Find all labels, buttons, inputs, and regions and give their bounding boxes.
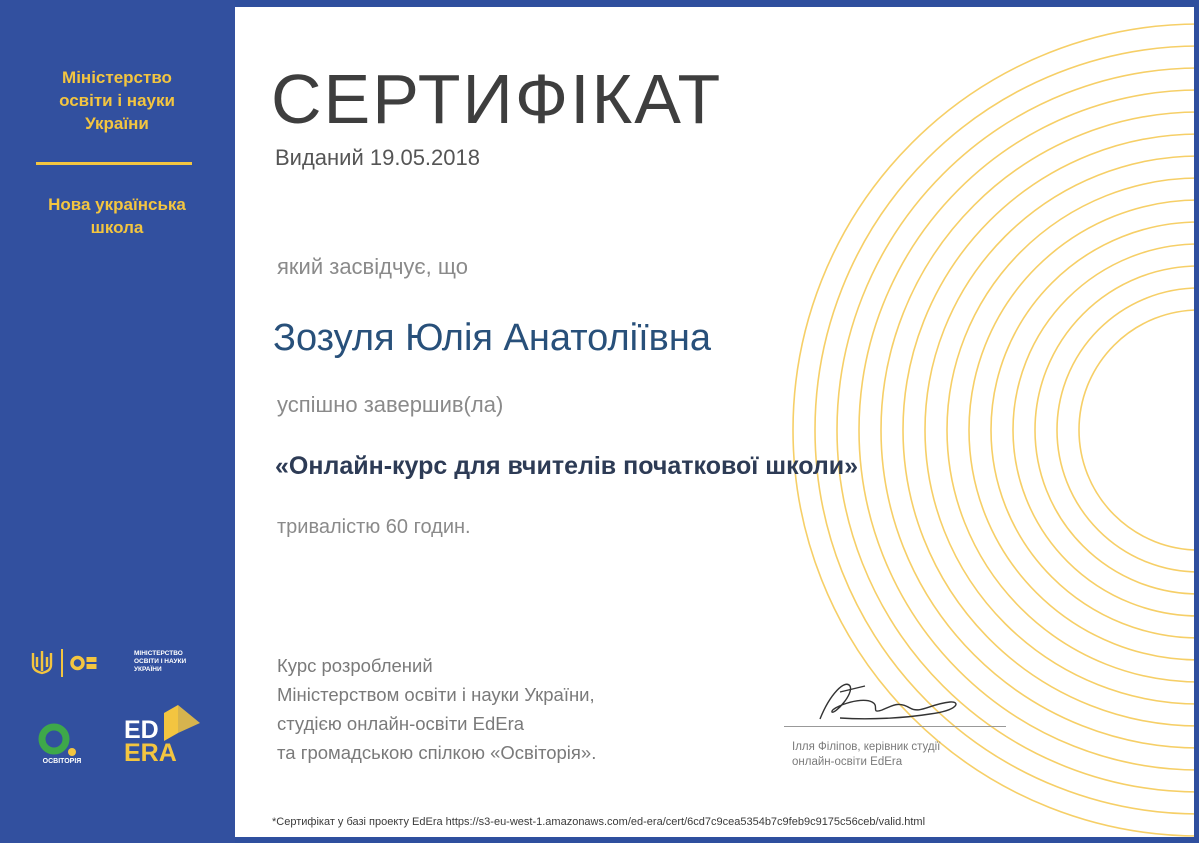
signer-caption [792,740,1012,770]
course-title: «Онлайн-курс для вчителів початкової школи» [275,452,859,480]
recipient-name: Зозуля Юлія Анатоліївна [273,317,711,359]
developer-line: та громадською спілкою «Освіторія». [277,742,597,763]
developer-line: Курс розроблений [277,655,433,676]
ministry-logo-text: МІНІСТЕРСТВО ОСВІТИ І НАУКИ УКРАЇНИ [134,650,187,673]
ministry-name: Міністерство освіти і науки України [59,68,175,133]
edera-logo-ed: ED [124,716,159,744]
signer-name: Ілля Філіпов, керівник студії [792,741,941,753]
certificate-verification-note: *Сертифікат у базі проекту EdEra https://s3-eu-west-1.amazonaws.com/ed-era/cert/6cd7c9cea5354b7c9feb9c9175c56ceb/valid.html [272,816,926,828]
issue-date: Виданий 19.05.2018 [275,145,480,170]
trident-icon [30,649,54,677]
certifies-text: який засвідчує, що [277,254,468,279]
developer-line: Міністерством освіти і науки України, [277,684,595,705]
developer-line: студією онлайн-освіти EdEra [277,713,525,734]
signer-title: онлайн-освіти EdEra [792,756,903,768]
certificate-title: СЕРТИФІКАТ [271,60,723,138]
sidebar-divider [36,162,192,165]
course-duration: тривалістю 60 годин. [277,516,471,538]
developer-info [277,651,707,767]
logo-separator [61,649,63,677]
program-name: Нова українська школа [48,195,186,237]
ministry-o-icon [70,648,100,678]
signature-line [784,726,1006,727]
signature [810,674,970,729]
completed-text: успішно завершив(ла) [277,392,504,417]
sidebar [0,0,235,843]
edera-logo-era: ERA [124,739,177,767]
osvitoria-logo-text: ОСВІТОРІЯ [42,758,82,765]
